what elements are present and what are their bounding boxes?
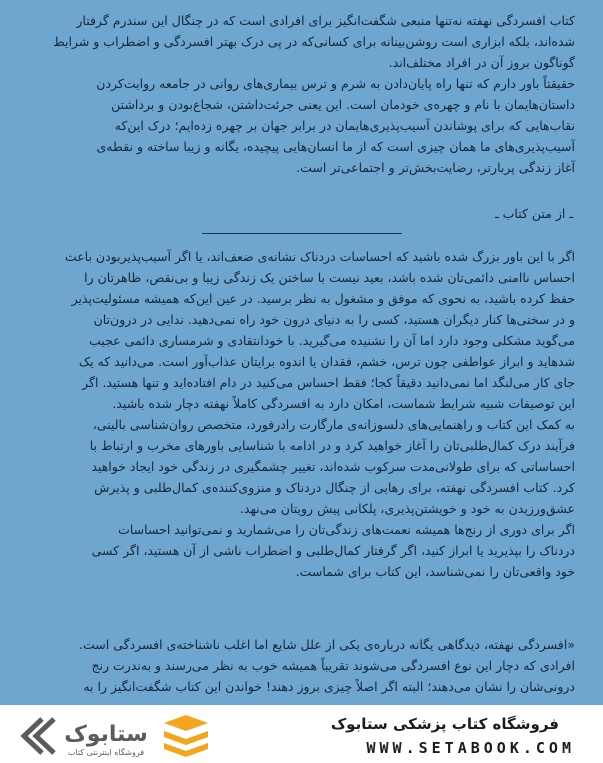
text-line: داستان‌هایمان با نام و چهره‌ی خودمان است. این یعنی جرئت‌داشتن، شجاع‌بودن و برداشتن	[111, 97, 575, 112]
text-line: دردناک را بپذیرید یا ابراز کنید، اگر گرفتار کمال‌طلبی و اضطراب ناشی از آن هستید، اگر کسی	[91, 543, 575, 558]
intro-text	[30, 10, 575, 178]
text-line: کتاب افسردگی نهفته نه‌تنها منبعی شگفت‌انگیز برای افرادی است که در چنگال این سندرم گرفتار	[76, 13, 575, 28]
logo-tagline: فروشگاه اینترنتی کتاب	[67, 748, 145, 757]
text-line: کرد. کتاب افسردگی نهفته، برای رهایی از چنگال دردناک و منزوی‌کننده‌ی کمال‌طلبی و پذیرش	[94, 480, 575, 495]
text-line: و در سختی‌ها کنار دیگران هستید، کسی را به دنیای درون خود راه نمی‌دهید. ندایی در درون‌تان	[93, 312, 575, 327]
text-line: «افسردگی نهفته، دیدگاهی یگانه درباره‌ی یکی از علل شایع اما اغلب ناشناخته‌ی افسردگی است.	[79, 637, 575, 652]
text-line: اگر با این باور بزرگ شده باشید که احساسات دردناک نشانه‌ی ضعف‌اند، یا اگر آسیب‌پذیربودن باعث	[64, 249, 575, 264]
text-line: شدهاید و ابراز عواطفی چون ترس، خشم، فقدان یا اندوه برایتان عذاب‌آور است. می‌دانید که یک	[78, 354, 575, 369]
store-footer	[0, 705, 603, 763]
text-line: عشق‌ورزیدن به خود و خویشتن‌پذیری، پلکانی پیش رویتان می‌نهد.	[239, 501, 575, 516]
text-line: احساس ناامنی دائمی‌تان شده باشد، بعید نیست با ساختن یک زندگی زیبا و بی‌نقص، ظاهرتان را	[84, 270, 575, 285]
text-line: به کمک این کتاب و راهنمایی‌های دلسوزانه‌ی مارگارت رادرفورد، متخصص روان‌شناسی بالینی،	[92, 417, 575, 432]
text-line: شده‌اند، بلکه ابزاری است روشن‌بینانه برای کسانی‌که در پی درک بهتر افسردگی و اضطراب و شرایط	[53, 34, 575, 49]
text-line: گوناگون بروز آن در افراد مختلف‌اند.	[388, 55, 575, 70]
text-line: آغاز زندگی پربارتر، رضایت‌بخش‌تر و اجتماعی‌تر است.	[296, 160, 575, 175]
text-line: این توصیفات شبیه شرایط شماست، امکان دارد به افسردگی کاملاً نهفته دچار شده باشید.	[112, 396, 575, 411]
store-name: فروشگاه کتاب پزشکی ستابوک	[330, 715, 559, 733]
text-line: فرآیند درک کمال‌طلبی‌تان را آغاز خواهید کرد و در ادامه با شناسایی باورهای مخرب و ارتباط با	[89, 438, 575, 453]
quote-text	[30, 634, 575, 697]
section-divider	[202, 233, 402, 234]
text-line: آسیب‌پذیری‌های ما همان چیزی است که از ما انسان‌هایی پیچیده، یگانه و زیبا ساخته و نقطه‌ی	[96, 139, 575, 154]
chevron-icon	[24, 719, 54, 753]
body-text	[30, 246, 575, 582]
setabook-logo[interactable]	[14, 713, 224, 759]
text-line: نقاب‌هایی که برای پوشاندن آسیب‌پذیری‌هایمان در برابر جهان بر چهره زده‌ایم؛ درک این‌که	[114, 118, 575, 133]
text-line: خود واقعی‌تان را نمی‌شناسد، این کتاب برای شماست.	[295, 564, 575, 579]
text-line: حفظ کرده باشید، به نحوی که موفق و مشغول به نظر برسید. در عین این‌که همیشه مسئولیت‌پذیر	[71, 291, 575, 306]
text-line: جای کار می‌لنگد اما نمی‌دانید دقیقاً کجا؛ فقط احساس می‌کنید در دام افتاده‌اید و تنها هستید. اگر	[82, 375, 575, 390]
text-line: افرادی که دچار این نوع افسردگی می‌شوند تقریباً همیشه خوب به نظر می‌رسند و به‌ندرت رنج	[91, 658, 575, 673]
store-url-link[interactable]: WWW.SETABOOK.COM	[366, 739, 575, 757]
source-note: ـ از متن کتاب ـ	[494, 206, 573, 221]
text-line: درونی‌شان را نشان می‌دهند؛ البته اگر اصلاً چیزی بروز دهند! خواندن این کتاب شگفت‌انگیز را به	[83, 679, 575, 694]
text-line: اگر برای دوری از رنج‌ها همیشه نعمت‌های زندگی‌تان را می‌شمارید و نمی‌توانید احساسات	[118, 522, 575, 537]
text-line: احساساتی که برای طولانی‌مدت سرکوب شده‌اند، تغییر چشمگیری در زندگی خود ایجاد خواهید	[91, 459, 575, 474]
logo-wordmark: ستابوک	[64, 722, 148, 747]
text-line: حقیقتاً باور دارم که تنها راه پایان‌دادن به شرم و ترس بیماری‌های روانی در جامعه روایت‌کردن	[96, 76, 575, 91]
book-stack-icon	[164, 715, 208, 757]
text-line: می‌گوید مشکلی وجود دارد اما آن را نشنیده می‌گیرید. با خودانتقادی و شرمساری دائمی عجیب	[89, 333, 575, 348]
